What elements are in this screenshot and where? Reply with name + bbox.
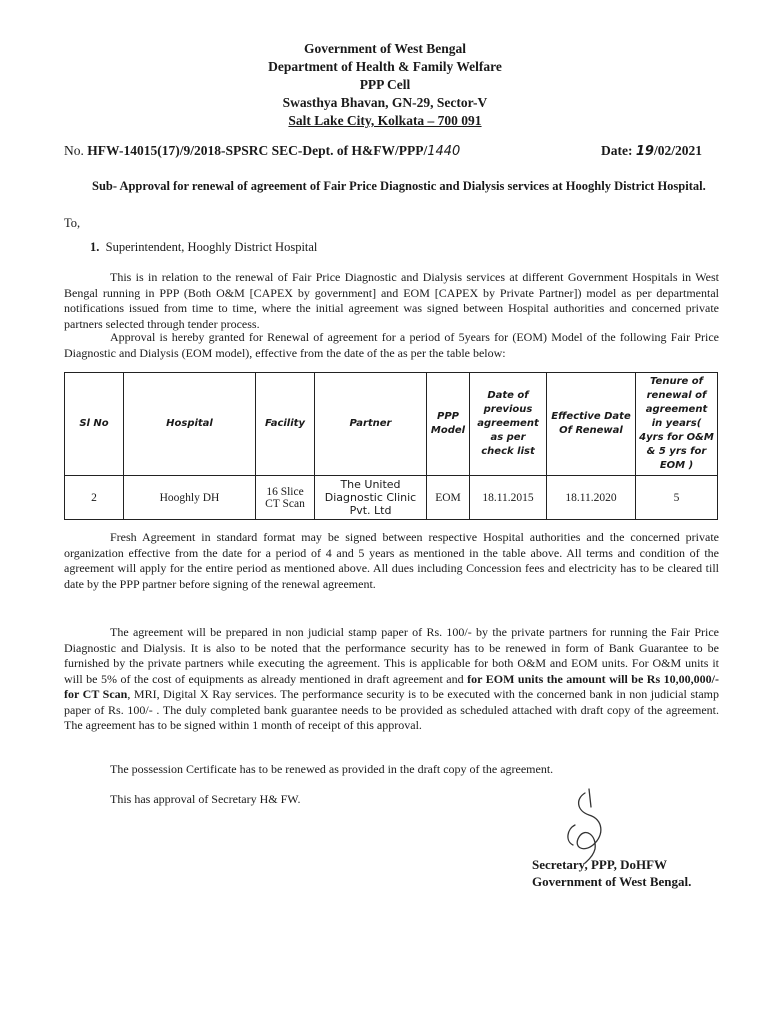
addressee-number: 1. <box>90 240 100 254</box>
reference-number: HFW-14015(17)/9/2018-SPSRC SEC-Dept. of H&FW/PPP/ <box>87 143 428 158</box>
signatory-org: Government of West Bengal. <box>532 874 692 889</box>
cell-tenure: 5 <box>636 476 718 520</box>
table-header-row <box>65 373 718 476</box>
paragraph-stamp-paper-text-a: The agreement will be prepared in non judicial stamp paper of Rs. 100/- by the private partners for running the Fair Price Diagnostic and Dialysis. It is also to be noted that the performance security has to be renewed in form of Bank Guarantee to be furnished by the private partners while executing the agreement. This is applicable for both O&M and EOM units. For O&M units it will be 5% of the cost of equipments as already mentioned in draft agreement and <box>64 625 719 686</box>
paragraph-approval <box>64 330 719 361</box>
header-cell: PPP Cell <box>359 77 411 92</box>
date-day-handwritten: 19 <box>635 144 654 159</box>
header-address-1: Swasthya Bhavan, GN-29, Sector-V <box>282 95 488 110</box>
reference-line <box>64 143 714 159</box>
paragraph-possession-text: The possession Certificate has to be renewed as provided in the draft copy of the agreement. <box>110 762 554 776</box>
paragraph-stamp-paper <box>64 625 719 734</box>
header-government: Government of West Bengal <box>303 41 467 56</box>
paragraph-fresh-agreement-text: Fresh Agreement in standard format may be signed between respective Hospital authorities and the concerned private organization effective from the date for a period of 4 and 5 years as mentioned in the table above. All terms and condition of the agreement will apply for the entire period as mentioned above. All dues including Concession fees and electricity has to be cleared till date by the PPP partner before signing of the renewal agreement. <box>64 530 719 591</box>
paragraph-fresh-agreement <box>64 530 719 592</box>
table-row <box>65 476 718 520</box>
col-partner: Partner <box>315 373 427 476</box>
cell-hospital: Hooghly DH <box>124 476 256 520</box>
cell-previous-date: 18.11.2015 <box>470 476 547 520</box>
signatory-block <box>532 856 691 890</box>
header-address-2: Salt Lake City, Kolkata – 700 091 <box>288 113 482 128</box>
reference-prefix: No. <box>64 143 88 158</box>
renewal-table <box>64 372 718 520</box>
signatory-title: Secretary, PPP, DoHFW <box>532 857 668 872</box>
signature-icon <box>555 785 625 865</box>
cell-facility: 16 Slice CT Scan <box>256 476 315 520</box>
col-effective-date: Effective Date Of Renewal <box>547 373 636 476</box>
col-ppp-model: PPP Model <box>427 373 470 476</box>
subject-line: Sub- Approval for renewal of agreement of Fair Price Diagnostic and Dialysis services at Hooghly District Hospital. <box>92 179 706 193</box>
cell-partner: The United Diagnostic Clinic Pvt. Ltd <box>315 476 427 520</box>
paragraph-approval-text: Approval is hereby granted for Renewal of agreement for a period of 5years for (EOM) Model of the following Fair Price Diagnostic and Dialysis (EOM model), effective from the date of the as per the table below: <box>64 330 719 360</box>
col-hospital: Hospital <box>124 373 256 476</box>
paragraph-intro-text: This is in relation to the renewal of Fair Price Diagnostic and Dialysis services at different Government Hospitals in West Bengal running in PPP (Both O&M [CAPEX by government] and EOM [CAPEX by Private Partner]) model as per departmental notifications issued from time to time, where the initial agreement was signed between Hospital authorities and concerned private partners selected through tender process. <box>64 270 719 331</box>
paragraph-stamp-paper-bold: for EOM units the amount will be Rs 10,00,000/- for CT Scan <box>64 671 719 701</box>
cell-ppp-model: EOM <box>427 476 470 520</box>
col-sl-no: Sl No <box>65 373 124 476</box>
col-tenure: Tenure of renewal of agreement in years( 4yrs for O&M & 5 yrs for EOM ) <box>636 373 718 476</box>
paragraph-stamp-paper-text-c: , MRI, Digital X Ray services. The performance security is to be executed with the concerned bank in non judicial stamp paper of Rs. 100/- . The duly completed bank guarantee needs to be provided as scheduled attached with draft copy of the agreement. The agreement has to be signed within 1 month of receipt of this approval. <box>64 687 720 732</box>
cell-sl-no: 2 <box>65 476 124 520</box>
paragraph-secretary-approval-text: This has approval of Secretary H& FW. <box>110 792 301 806</box>
header-department: Department of Health & Family Welfare <box>268 59 502 74</box>
addressee-name: Superintendent, Hooghly District Hospital <box>105 240 318 254</box>
addressee <box>90 240 317 255</box>
date-label: Date: <box>601 143 636 158</box>
handwritten-memo-number: 1440 <box>427 144 461 159</box>
col-previous-date: Date of previous agreement as per check list <box>470 373 547 476</box>
letterhead <box>0 40 770 130</box>
letter-date <box>601 143 702 159</box>
cell-effective-date: 18.11.2020 <box>547 476 636 520</box>
paragraph-possession <box>64 762 719 778</box>
paragraph-intro <box>64 270 719 332</box>
date-rest: /02/2021 <box>653 143 702 158</box>
col-facility: Facility <box>256 373 315 476</box>
to-label: To, <box>64 216 81 230</box>
